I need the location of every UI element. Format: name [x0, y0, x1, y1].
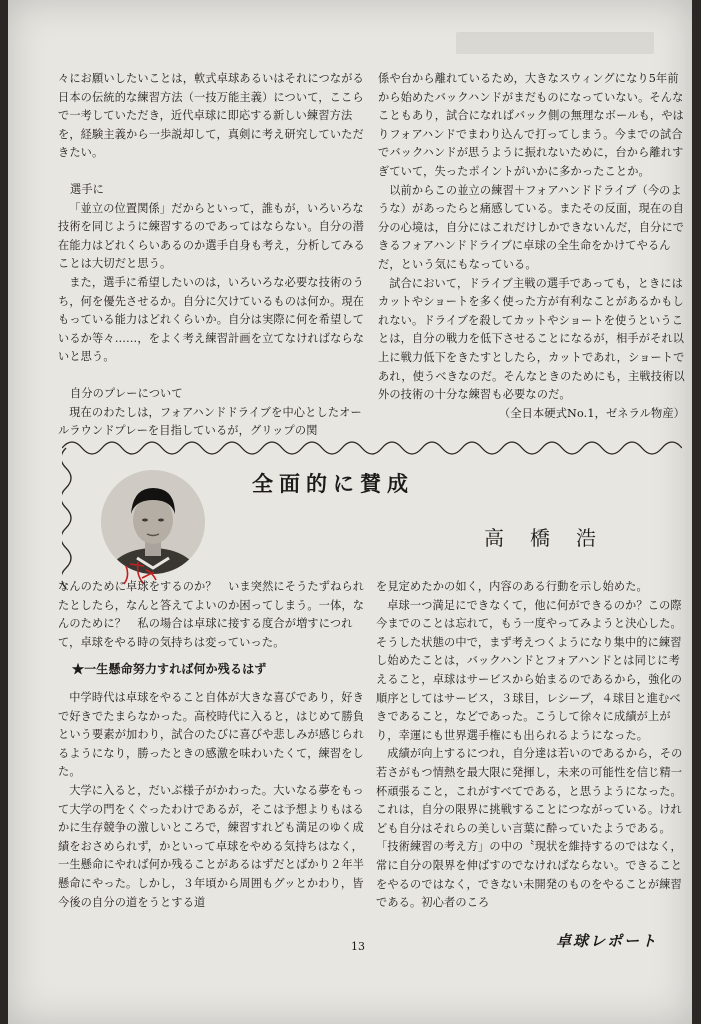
paragraph: 中学時代は卓球をやること自体が大きな喜びであり，好きで好きでたまらなかった。高校時代に入ると，はじめて勝負という要素が加わり，試合のたびに喜びや悲しみが感じられるようになり，勝ったときの感激を味わいたくて，練習をした。	[58, 690, 365, 779]
paragraph: なんのために卓球をするのか？ いま突然にそうたずねられたとしたら，なんと答えてよいのか困ってしまう。一体，なんのために？ 私の場合は卓球に接する度合が増すにつれて，卓球をやる時の気持ちは変っていった。	[58, 580, 365, 649]
top-right-column	[378, 70, 685, 423]
paragraph: を見定めたかの如く，内容のある行動を示し始めた。	[376, 580, 648, 593]
bottom-right-column	[376, 578, 686, 913]
paragraph: 々にお願いしたいことは，軟式卓球あるいはそれにつながる日本の伝統的な練習方法（一技万能主義）について，ここらで一考していただき，近代卓球に即応する新しい練習方法を，経験主義から一歩説却して，真剣に考え研究していただきたい。	[58, 72, 364, 160]
bleed-through-box	[456, 32, 654, 54]
paragraph: 大学に入ると，だいぶ様子がかわった。大いなる夢をもって大学の門をくぐったわけであるが，そこは予想よりもはるかに生存競争の激しいところで，練習すれども満足のゆく成績をおさめられず，かといって卓球をやめる気持ちはなく，一生懸命にやれば何か残ることがあるはずだとばかり２年半懸命にやった。しかし，３年頃から周囲もグッとかわり，皆今後の自分の道をうとする道	[58, 783, 365, 909]
author-name: 高橋浩	[484, 526, 622, 550]
page-number: 13	[351, 940, 365, 953]
article-title: 全面的に賛成	[252, 471, 414, 496]
author-credit: （全日本硬式No.1，ゼネラル物産）	[499, 406, 685, 420]
paragraph: 係や台から離れているため，大きなスウィングになり5年前から始めたバックハンドがまだものになっていない。そんなこともあり，試合になればバック側の無理なボールも，やはりフォアハンドでまわり込んで打ってしまう。今までの試合でバックハンドが思うように振れないために，台から離れすぎていて，失ったポイントがいかに多かったことか。	[378, 72, 684, 178]
top-left-column	[58, 70, 372, 441]
paragraph: 試合において，ドライブ主戦の選手であっても，ときにはカットやショートを多く使った方が有利なことがあるかもしれない。ドライブを殺してカットやショートを使うということは，自分の戦力を低下させることになるが，相手がそれ以上に戦力低下をきたすとしたら，カットであれ，ショートであれ，使うべきなのだ。そんなときのためにも，主戦技術以外の技術の十分な練習も必要なのだ。	[378, 276, 685, 402]
paragraph: また，選手に希望したいのは，いろいろな必要な技術のうち，何を優先させるか。自分に欠けているものは何か。現在もっている能力はどれくらいか。自分は実際に何を希望しているか等々……，をよく考え練習計画を立てなければならないと思う。	[58, 275, 365, 364]
subheading: 自分のプレーについて	[70, 386, 183, 400]
paragraph: 現在のわたしは，フォアハンドドライブを中心としたオールラウンドプレーを目指しているが，グリップの関	[58, 405, 362, 438]
bottom-left-column	[58, 578, 370, 912]
magazine-page	[8, 0, 692, 1024]
paragraph: 成績が向上するにつれ，自分達は若いのであるから，その若さがもつ情熱を最大限に発揮し，未来の可能性を信じ精一杯頑張ること，これがすべてである，と思うようになった。これは，自分の限界に挑戦することにつながっている。けれども自分はそれらの美しい言葉に酔っていたようである。「技術練習の考え方」の中の〝現状を維持するのではなく，常に自分の限界を伸ばすのでなければならない。できることをやるのではなく，できない未開発のものをやることが練習である。初心者のころ	[376, 747, 683, 910]
paragraph: 以前からこの並立の練習＋フォアハンドドライブ（今のような）があったらと痛感している。またその反面，現在の自分の心境は，自分にはこれだけしかできないんだ，自分にできるフォアハンドドライブに卓球の全生命をかけてやるんだ，という気にもなっている。	[378, 183, 685, 271]
subheading: 選手に	[70, 182, 105, 196]
section-heading: ★一生懸命努力すれば何か残るはず	[72, 662, 267, 677]
magazine-brand: 卓球レポート	[555, 932, 658, 950]
paragraph: 卓球一つ満足にできなくて，他に何ができるのか？この際今までのことは忘れて，もう一度やってみようと決心した。そうした状態の中で，まず考えつくようになり集中的に練習し始めたことは，バックハンドとフォアハンドとは同じに考えること，卓球はサービスから始まるのであるから，強化の順序としてはサービス，３球目，レシーブ，４球目と進むべきであること，などであった。こうして徐々に成績が上がり，幸運にも世界選手権にも出られるようになった。	[376, 598, 683, 742]
paragraph: 「並立の位置関係」だからといって，誰もが，いろいろな技術を同じように練習するのであってはならない。自分の潜在能力はどれくらいあるのか選手自身も考え，分析してみることは大切だと思う。	[58, 201, 365, 271]
